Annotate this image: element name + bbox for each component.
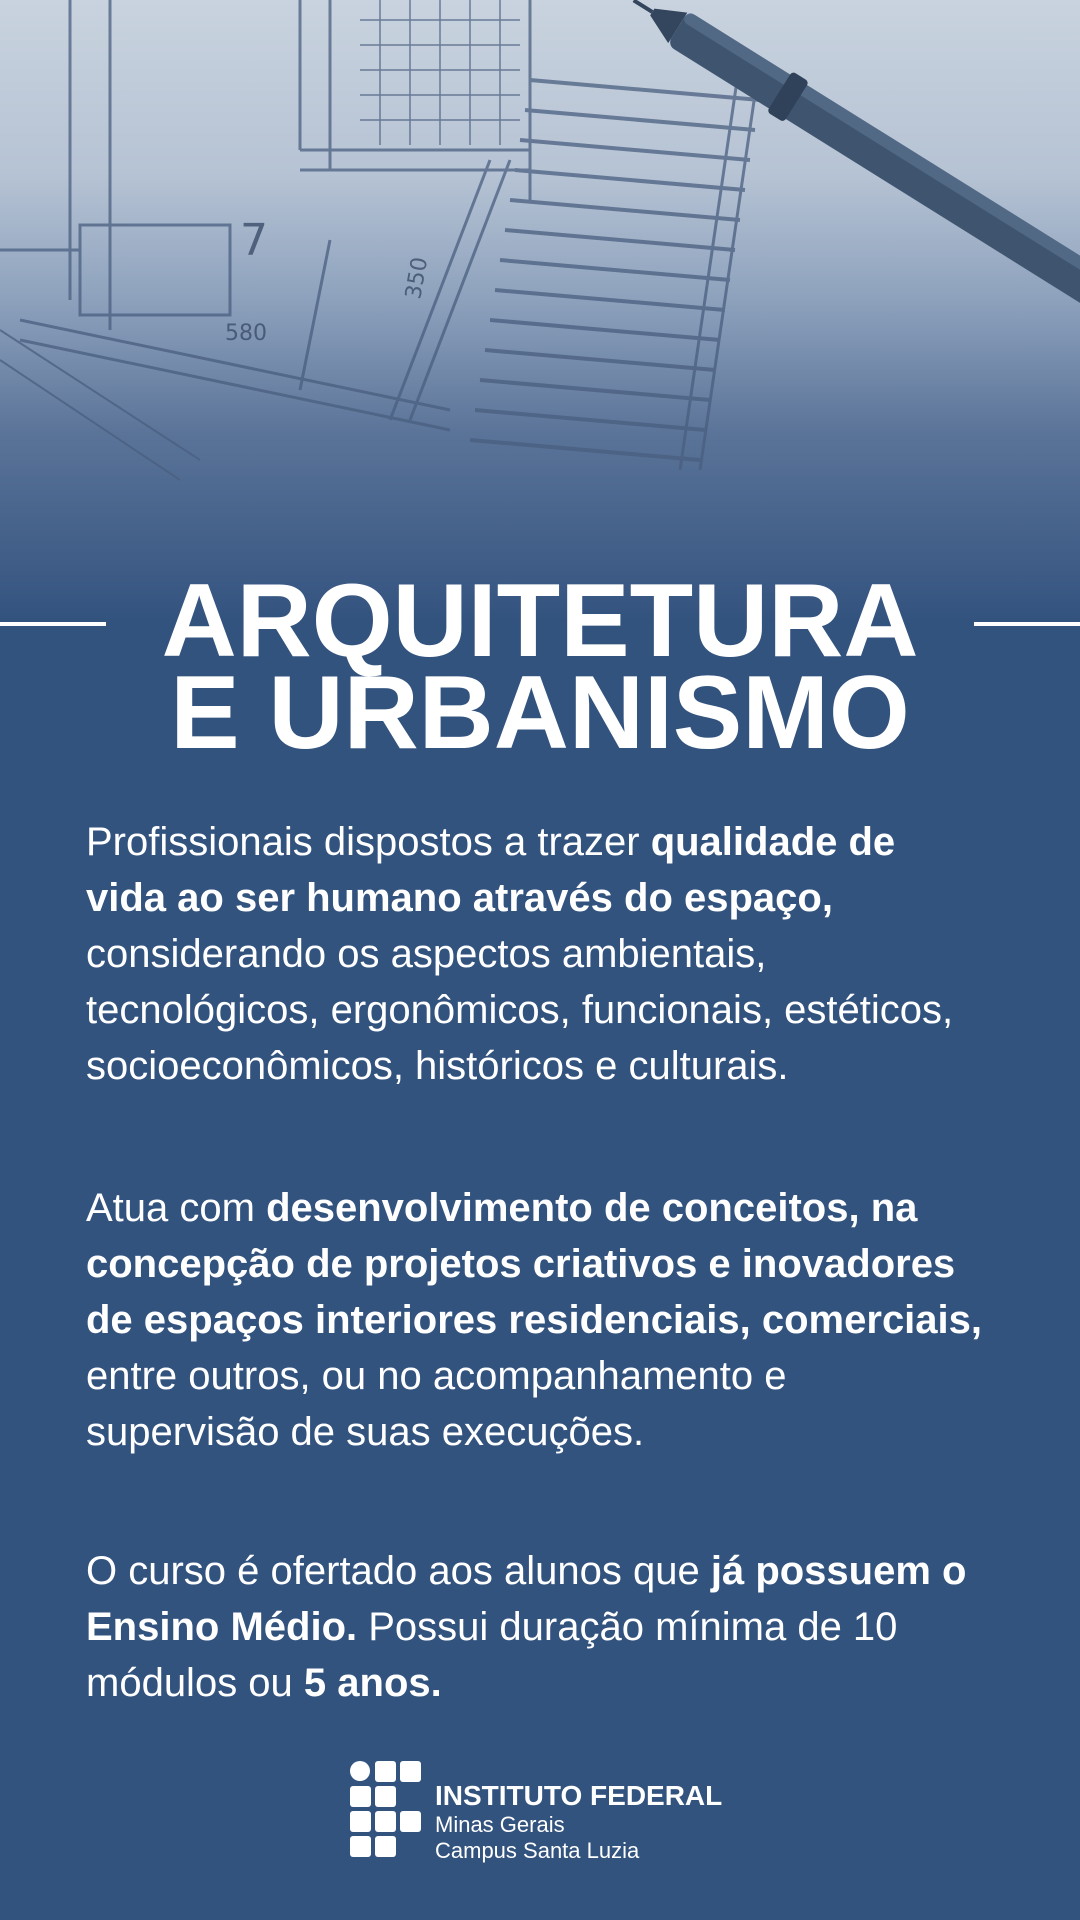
hero-blueprint-image xyxy=(0,0,1080,620)
text-segment: Profissionais dispostos a trazer xyxy=(86,820,651,864)
institute-logo-text xyxy=(435,1780,722,1864)
blueprint-illustration xyxy=(0,0,1080,620)
svg-text:580: 580 xyxy=(225,321,267,346)
title-line-2: E URBANISMO xyxy=(170,655,910,771)
institute-state: Minas Gerais xyxy=(435,1812,565,1837)
page-title xyxy=(0,563,1080,771)
paragraph-description xyxy=(86,814,986,1094)
svg-text:7: 7 xyxy=(240,215,268,266)
svg-text:350: 350 xyxy=(401,255,434,302)
text-segment: O curso é ofertado aos alunos que xyxy=(86,1549,711,1593)
institute-logo xyxy=(349,1760,749,1866)
text-segment-bold: qualidade de vida ao ser humano através do espaço, xyxy=(86,820,896,920)
title-line-1: ARQUITETURA xyxy=(161,563,919,679)
institute-name: INSTITUTO FEDERAL xyxy=(435,1780,723,1811)
text-segment-bold: 5 anos. xyxy=(303,1661,442,1705)
institute-campus: Campus Santa Luzia xyxy=(435,1838,640,1863)
text-segment-bold: desenvolvimento de conceitos, na concepção de projetos criativos e inovadores de espaços interiores residenciais, comerciais, xyxy=(86,1186,983,1342)
text-segment: considerando os aspectos ambientais, tecnológicos, ergonômicos, funcionais, estéticos, socioeconômicos, históricos e culturais. xyxy=(86,932,954,1088)
text-segment: entre outros, ou no acompanhamento e supervisão de suas execuções. xyxy=(86,1354,787,1454)
title-block xyxy=(0,563,1080,771)
text-segment: Atua com xyxy=(86,1186,267,1230)
paragraph-activities xyxy=(86,1180,986,1460)
text-segment-bold: já possuem o Ensino Médio. xyxy=(86,1549,967,1649)
text-segment: Possui duração mínima de 10 módulos ou xyxy=(86,1605,898,1705)
paragraph-course-info xyxy=(86,1543,986,1711)
institute-logo-icon xyxy=(349,1760,423,1860)
